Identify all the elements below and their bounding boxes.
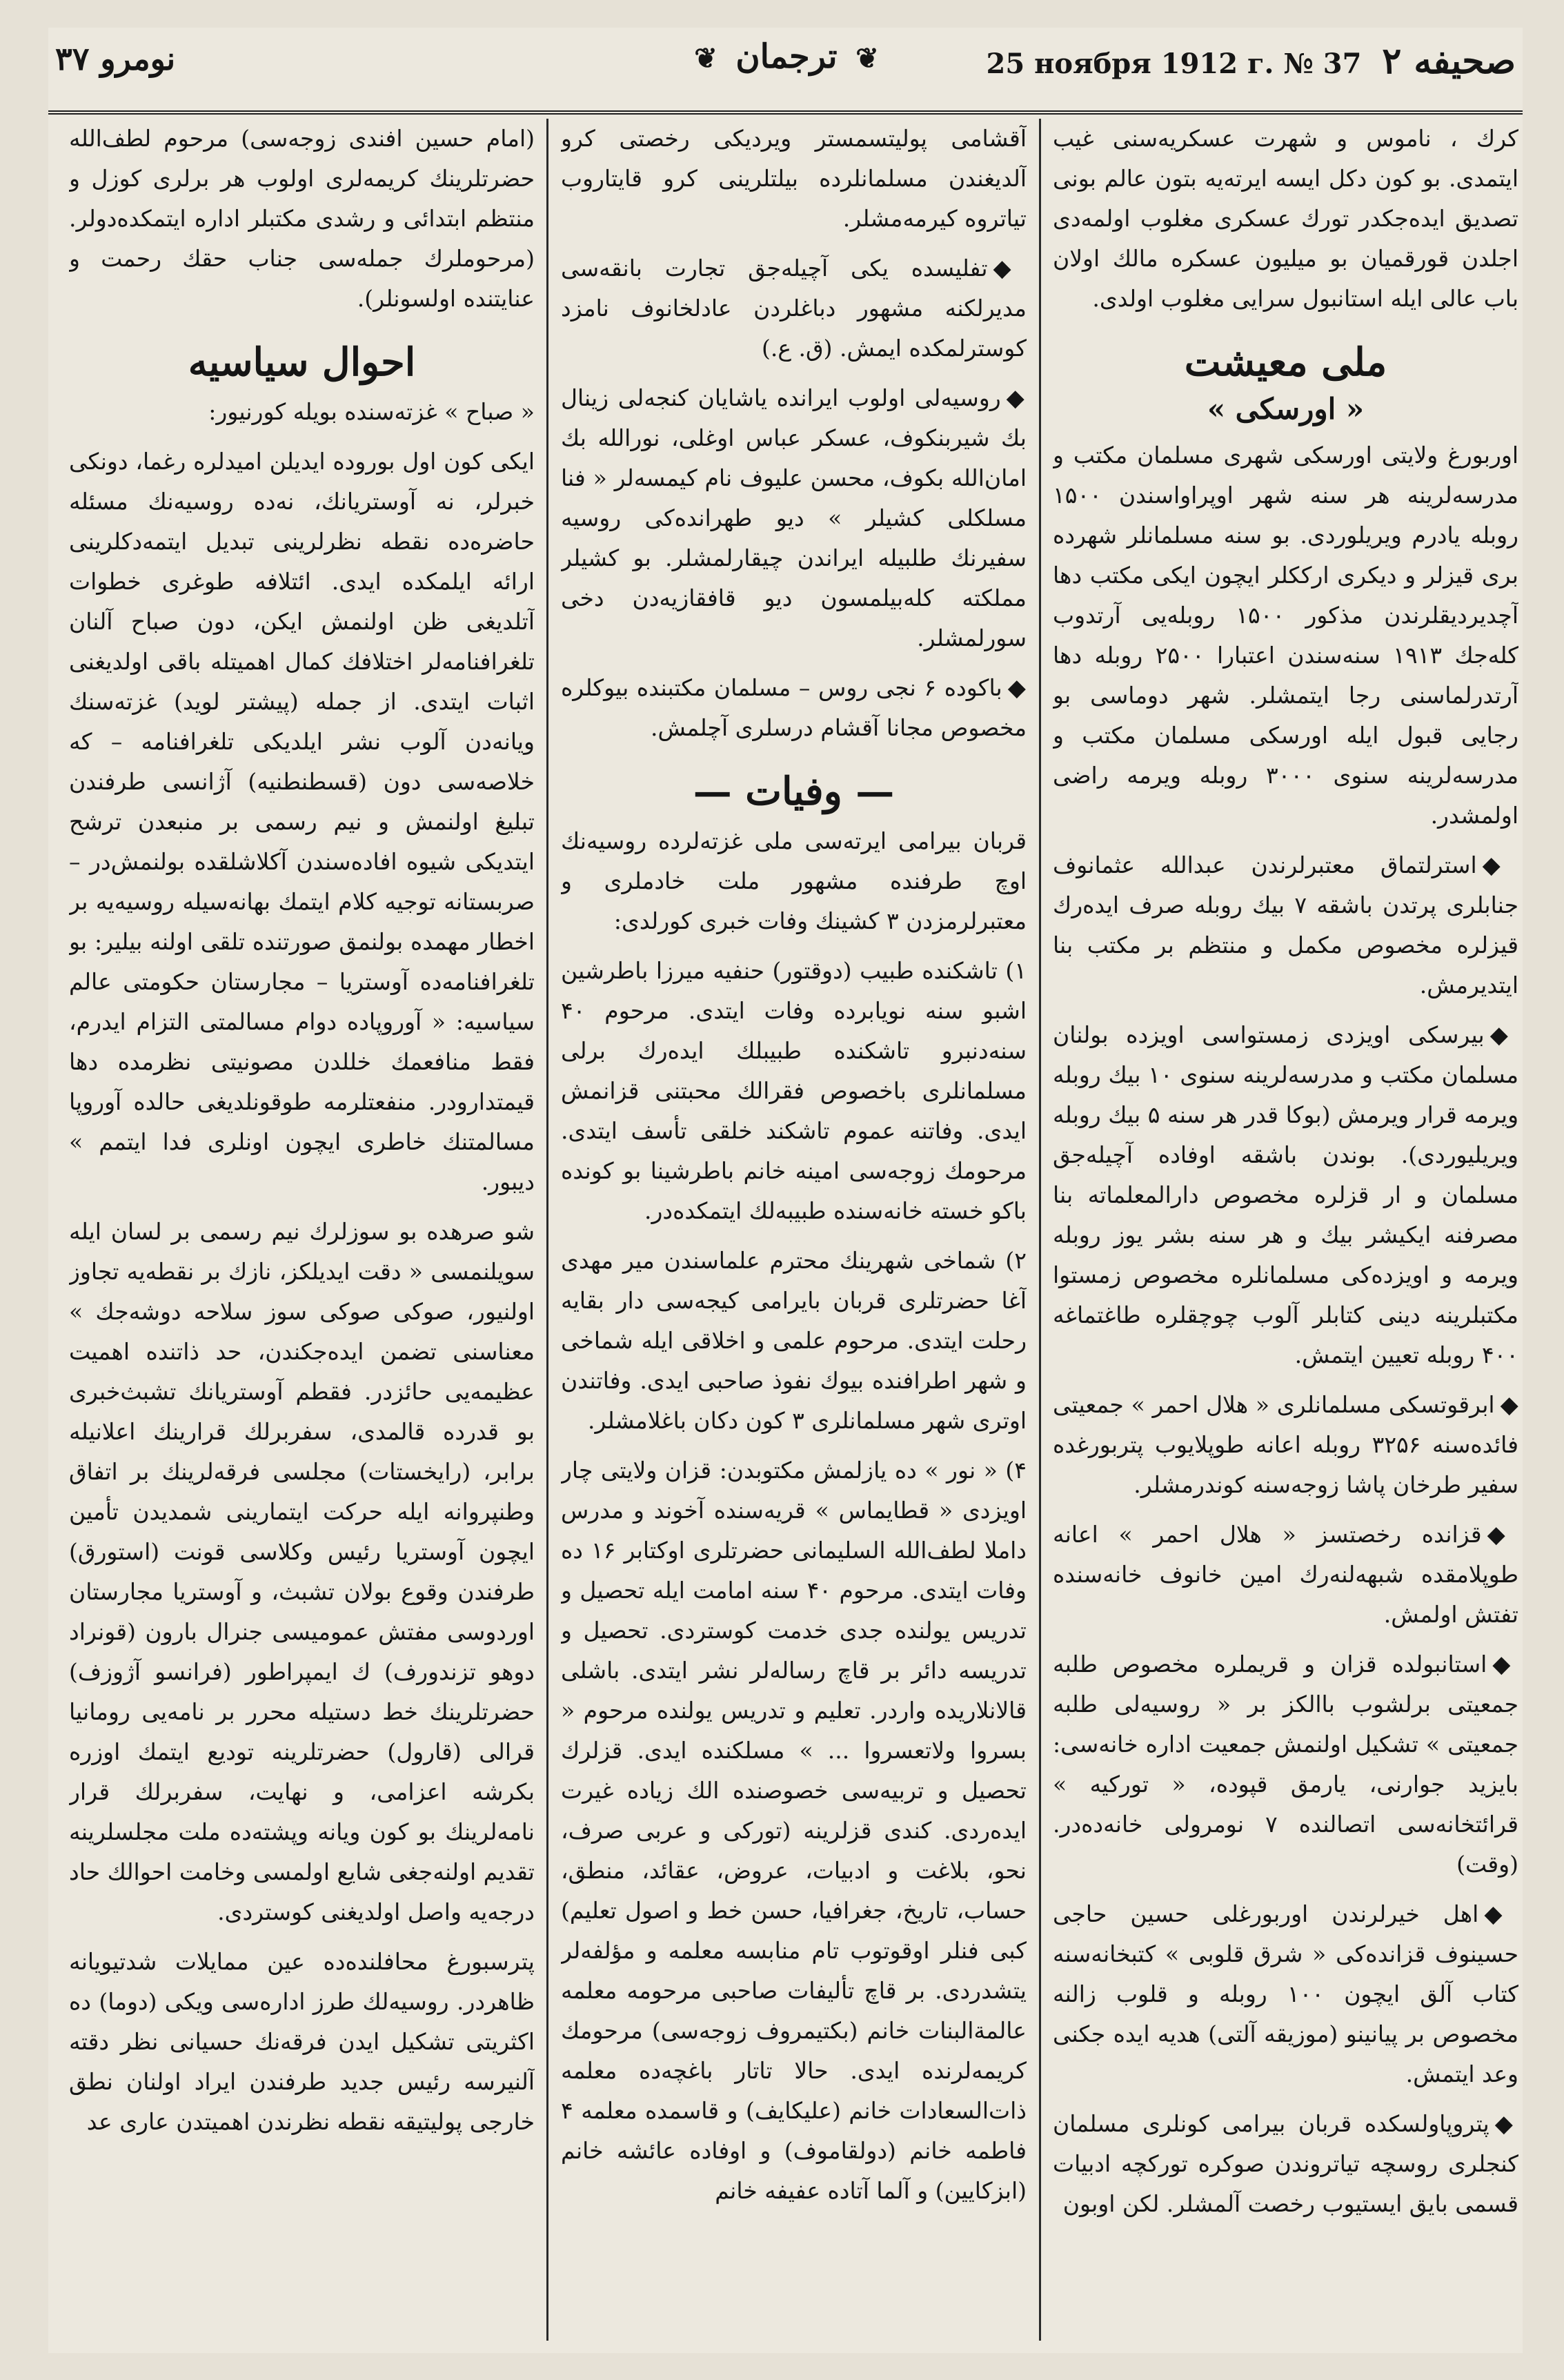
news-item: ◆پتروپاولسکده قربان بيرامی کونلری مسلمان کنجلری روسچه تياتروندن صوکره توركچه ادبيات قسمی بايق ايستيوب رخصت آلمشلر. لکن اوبون [1053, 2110, 1518, 2217]
issue-date-info: 25 ноября 1912 г. № 37 [986, 48, 1362, 80]
diamond-bullet-icon: ◆ [1006, 384, 1027, 412]
news-item: ◆استانبولده قزان و قريملره مخصوص طلبه جمعيتی برلشوب باالکز بر « روسيه‌لی طلبه جمعيتی » تشکيل اولنمش جمعيت اداره خانه‌سی: بايزيد جوارنی، يارمق قپوده، « توركيه » قرا‌ئتخانه‌سی اتصالنده ۷ نومرولی خانه‌ده‌در. (وقت) [1053, 1651, 1518, 1878]
column-right [1053, 119, 1518, 2341]
obituary-continuation: (امام حسين افندی زوجه‌سی) مرحوم لطف‌الله حضرتلرينك کريمه‌لری اولوب هر برلری کوزل و منتظم ابتدائی و رشدی مکتبلر اداره ايتمکده‌دولر. (مرحوملرك جمله‌سی جناب حقك رحمت و عنايتنده اولسونلر). [69, 125, 535, 312]
diamond-bullet-icon: ◆ [993, 255, 1027, 282]
section-title-obituaries: — وفيات — [693, 769, 895, 814]
diamond-bullet-icon: ◆ [1500, 1391, 1518, 1419]
newspaper-title: ترجمان [735, 37, 838, 76]
masthead [48, 28, 1523, 115]
diamond-bullet-icon: ◆ [1484, 1900, 1518, 1928]
article-source-line: « صباح » غزته‌سنده بويله کورنيور: [208, 398, 535, 425]
news-item: اوربورغ ولايتی اورسکی شهری مسلمان مکتب و مدرسه‌لرينه هر سنه شهر اوپراواسندن ۱۵۰۰ روبله يادرم ويريلوردی. بو سنه مسلمانلر شهرده بری قيزلر و ديکری ارککلر ايچون ايکی مکتب دها آچديرديقلرندن مذکور ۱۵۰۰ روبله‌يی آرتدوب کله‌جك ۱۹۱۳ سنه‌سندن اعتبارا ۲۵۰۰ روبله دها آرتدرلماسنی رجا ايتمشلر. شهر دوماسی بو رجايی قبول ايله اورسکی مسلمان مکتب و مدرسه‌لرينه سنوی ۳۰۰۰ روبله ويرمه راضی اولمشدر. [1053, 442, 1518, 829]
newspaper-title-block [669, 37, 904, 76]
news-item: ◆اهل خيرلرندن اوربورغلی حسين حاجی حسينوف قزانده‌کی « شرق قلوبی » کتبخانه‌سنه کتاب آلق ايچون ۱۰۰ روبله و قلوب زالنه مخصوص بر پيانينو (موزيقه آلتی) هديه ايده جکنی وعد ايتمش. [1053, 1900, 1518, 2087]
obituaries-intro: قربان بيرامی ايرته‌سی ملی غزته‌لرده روسيه‌نك اوچ طرفنده مشهور ملت خادملری و معتبرلرمزدن ۳ کشينك وفات خبری کورلدی: [561, 827, 1027, 934]
news-item: آقشامی پوليتسمستر ويرديکی رخصتی کرو آلديغندن مسلمانلرده بيلتلرينی کرو قايتاروب تياتروه کيرمه‌مشلر. [561, 125, 1027, 232]
page-info [987, 40, 1516, 82]
news-item: ◆تفليسده يکی آچيله‌جق تجارت بانقه‌سی مديرلکنه مشهور دباغلردن عادلخانوف نامزد کوسترلمکده ايمش. (ق. ع.) [561, 255, 1027, 362]
article-paragraph: ايکی کون اول بوروده ايديلن اميدلره رغما، دونکی خبرلر، نه آوستريانك، نه‌ده روسيه‌نك مسئله حاضره‌ده نقطه نظرلرينی تبديل ايتمه‌دکلرينی ارائه ايلمکده ايدی. ائتلافه طوغری خطوات آتلديغی ظن اولنمش ايکن، دون صباح آلنان تلغرافنامه‌لر اختلافك کمال اهميتله باقی اولديغنی اثبات ايتدی. از جمله (پيشتر لويد) غزته‌سنك ويانه‌دن آلوب نشر ايلديکی تلغرافنامه – که خلاصه‌سی دون (قسطنطنيه) آژانسی طرفندن تبليغ اولنمش و نيم رسمی بر منبعدن ترشح ايتديکی شيوه افاده‌سندن آکلاشلقده بولنمش‌در – صربستانه توجيه کلام ايتمك بهانه‌سيله روسيه‌يه بر اخطار مهمده بولنمق صورتنده تلقی اولنه بيلير: بو تلغرافنامه‌ده آوستريا – مجارستان حکومتی عالم سياسيه: « آوروپاده دوام مسالمتی التزام ايدرم، فقط منافعمك خللدن مصونيتی نظرمده دها قيمتدارودر. منفعتلرمه طوقونلديغی حالده آوروپا مسالمتنك خاطری ايچون اونلری فدا ايتمم » ديبور. [69, 448, 535, 1195]
obituary-item: ۲) شماخی شهرينك محترم علماسندن مير مهدی آغا حضرتلری قربان بايرامی کيجه‌سی دار بقايه رحلت ايتدی. مرحوم علمی و اخلاقی ايله شماخی و شهر اطرافنده بيوك نفوذ صاحبی ايدی. وفاتندن اوتری شهر مسلمانلری ۳ کون دکان باغلامشلر. [561, 1247, 1027, 1434]
news-item: ◆باکوده ۶ نجی روس – مسلمان مکتبنده بيوکلره مخصوص مجانا آقشام درسلری آچلمش. [561, 674, 1027, 741]
news-item: ◆ابرقوتسکی مسلمانلری « هلال احمر » جمعيتی فائده‌سنه ۳۲۵۶ روبله اعانه طوپلايوب پتربورغده سفير طرخان پاشا زوجه‌سنه کوندرمشلر. [1053, 1391, 1518, 1498]
diamond-bullet-icon: ◆ [1007, 674, 1027, 702]
ornament-right-icon: ❦ [855, 42, 879, 75]
diamond-bullet-icon: ◆ [1482, 852, 1518, 879]
column-middle [561, 119, 1027, 2341]
diamond-bullet-icon: ◆ [1494, 2110, 1518, 2138]
article-paragraph: پترسبورغ محافلنده‌ده عين ممايلات شدتيويانه ظاهردر. روسيه‌لك طرز اداره‌سی ويکی (دوما) ده اکثريتی تشکيل ايدن فرقه‌نك حسيانی نظر دقته آلنيرسه رئيس جديد طرفندن ايراد اولنان نطق خارجی پوليتيقه نقطه نظرندن اهميتدن عاری عد [69, 1948, 535, 2135]
diamond-bullet-icon: ◆ [1487, 1521, 1518, 1548]
newspaper-page [48, 28, 1523, 2353]
news-item: ◆روسيه‌لی اولوب ايرانده ياشايان کنجه‌لی زينال بك شيربنکوف، عسکر عباس اوغلی، نورالله بك امان‌الله بکوف، محسن عليوف نام کيمسه‌لر « فنا مسلکلی کشيلر » ديو طهرانده‌کی روسيه سفيرنك طلبيله ايراندن چيقارلمشلر. بو کشيلر مملکته کله‌بيلمسون ديو قافقازيه‌دن دخی سورلمشلر. [561, 384, 1027, 651]
section-title-political-affairs: احوال سياسيه [188, 340, 416, 385]
news-item: ◆بيرسکی اويزدی زمستواسی اويزده بولنان مسلمان مکتب و مدرسه‌لرينه سنوی ۱۰ بيك روبله ويرمه قرار ويرمش (بوکا قدر هر سنه ۵ بيك روبله ويريليوردی). بوندن باشقه اوفاده آچيله‌جق مسلمان و ار قزلره مخصوص دارالمعلماته بنا مصرفنه ايکيشر بيك و هر سنه بشر يوز روبله ويرمه و اويزده‌کی مسلمانلره مخصوص زمستوا مکتبلرينه دينی کتابلر آلوب چوچقلره طاغتماغه ۴۰۰ روبله تعيين ايتمش. [1053, 1021, 1518, 1368]
issue-number: نومرو ۳۷ [55, 40, 176, 77]
diamond-bullet-icon: ◆ [1492, 1651, 1518, 1678]
news-item: ◆استرلتماق معتبرلرندن عبدالله عثمانوف جنابلری پرتدن باشقه ۷ بيك روبله صرف ايده‌رك قيزلره مخصوص مکمل و منتظم بر مکتب بنا ايتديرمش. [1053, 852, 1518, 999]
obituary-item: ۴) « نور » ده يازلمش مکتوبدن: قزان ولايتی چار اويزدی « قطايماس » قريه‌سنده آخوند و مدرس داملا لطف‌الله السليمانی حضرتلری اوکتابر ۱۶ ده وفات ايتدی. مرحوم ۴۰ سنه امامت ايله تحصيل و تدريس يولنده جدی خدمت کوستردی. تحصيل و تدريسه دائر بر قاچ رساله‌لر نشر ايتدی. باشلی قالانلاريده واردر. تعليم و تدريس يولنده مرحوم « بسروا ولاتعسروا ... » مسلکنده ايدی. قزلرك تحصيل و تربيه‌سی خصوصنده الك زياده غيرت ايده‌ردی. کندی قزلرينه (تورکی و عربی صرف، نحو، بلاغت و ادبيات، عروض، عقائد، منطق، حساب، تاريخ، جغرافيا، حسن خط و اصول تعليم) کبی فنلر اوقوتوب تام منابسه معلمه و مؤلفه‌لر يتشدردی. بر قاچ تأليفات صاحبی مرحومه معلمه عالمة‌البنات خانم (بکتيمروف زوجه‌سی) مرحومك کريمه‌لرنده ايدی. حالا تاتار باغچه‌ده معلمه ذات‌السعادات خانم (عليکايف) و قاسمده معلمه ۴ فاطمه خانم (دولقاموف) و اوفاده عائشه خانم (ابزکايين) و آلما آتاده عفيفه خانم [561, 1457, 1027, 2204]
obituary-item: ۱) تاشکنده طبيب (دوقتور) حنفيه ميرزا باطرشين اشبو سنه نويابرده وفات ايتدی. مرحوم ۴۰ سنه‌دنبرو تاشکنده طبيبلك ايده‌رك برلی مسلمانلری باخصوص فقرالك محبتنی قزانمش ايدی. وفاتنه عموم تاشکند خلقی تأسف ايتدی. مرحومك زوجه‌سی امينه خانم باطرشينا بو کونده باکو خسته خانه‌سنده طبيبه‌لك ايتمکده‌در. [561, 957, 1027, 1224]
column-left [69, 119, 535, 2341]
ornament-left-icon: ❦ [694, 42, 717, 75]
subsection-title-orsk: « اورسکی » [1207, 392, 1365, 426]
news-item: ◆قزانده رخصتسز « هلال احمر » اعانه طوپلامقده شبهه‌لنه‌رك امين خانوف خانه‌سنده تفتش اولمش. [1053, 1521, 1518, 1628]
diamond-bullet-icon: ◆ [1489, 1021, 1518, 1049]
article-paragraph: شو صرهده بو سوزلرك نيم رسمی بر لسان ايله سويلنمسی « دقت ايديلکز، نازك بر نقطه‌يه تجاوز اولنيور، صوکی صوکی سوز سلاحه دوشه‌جك » معناسنی تضمن ايده‌جکندن، حد ذاتنده اهميت عظيمه‌يی حائزدر. فقطم آوستريانك تشبث‌خبری بو قدرده قالمدی، سفربرلك قرارينك اعلانيله برابر، (رايخستات) مجلسی فرقه‌لرينك بر اتفاق وطنپروانه ايله حرکت ايتمارينی شمديدن تأمين ايچون آوستريا رئيس وکلاسی قونت (استورق) طرفندن وقوع بولان تشبث، و آوستريا مجارستان اوردوسی مفتش عموميسی جنرال بارون (قونراد دوهو تزندورف) ك ايمپراطور (فرانسو آژوزف) حضرتلرينك خط دستيله محرر بر نامه‌يی رومانيا قرالی (قارول) حضرتلرينه توديع ايتمك اوزره بکرشه اعزامی، و نهايت، سفربرلك قرار نامه‌لرينك بو کون ويانه وپشته‌ده ملت مجلسلرينه تقديم اولنه‌جغی شايع اولمسی وخامت احوالك حاد درجه‌يه واصل اولديغنی کوستردی. [69, 1218, 535, 1925]
page-number: صحيفه ۲ [1382, 40, 1516, 82]
section-title-national-life: ملی معيشت [1184, 340, 1387, 385]
article-continuation: کرك ، ناموس و شهرت عسکريه‌سنی غيب ايتمدی. بو کون دکل ايسه ايرته‌يه بتون عالم بونی تصديق ايده‌جکدر تورك عسکری مغلوب اولمه‌دی اجلدن قورقميان بو ميليون عسکره مالك اولان باب عالی ايله استانبول سرايی مغلوب اولدی. [1053, 125, 1518, 312]
column-divider-left [546, 119, 548, 2341]
column-divider-right [1039, 119, 1041, 2341]
